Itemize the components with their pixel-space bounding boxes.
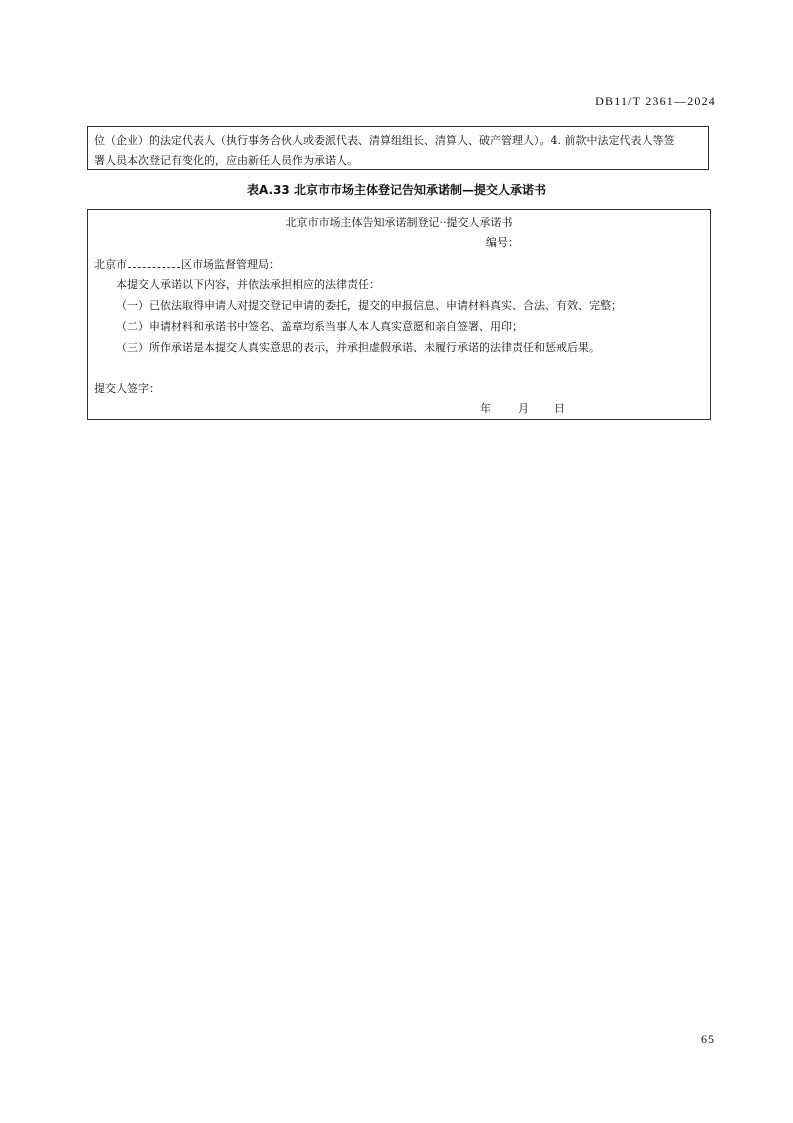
commitment-form-box [87,209,711,420]
date-year: 年 [480,402,491,415]
district-blank [128,257,180,268]
note-line-2: 署人员本次登记有变化的，应由新任人员作为承诺人。 [94,154,358,167]
commitment-item-3: （三）所作承诺是本提交人真实意思的表示，并承担虚假承诺、未履行承诺的法律责任和惩戒后果。 [116,341,600,354]
page-number: 65 [701,1032,715,1046]
date-month: 月 [518,402,529,415]
intro-text: 本提交人承诺以下内容，并依法承担相应的法律责任： [116,278,380,291]
addressee-suffix: 区市场监督管理局： [181,258,280,271]
signature-label: 提交人签字： [94,382,160,395]
number-label: 编号： [486,236,519,249]
commitment-item-1: （一）已依法取得申请人对提交登记申请的委托，提交的申报信息、申请材料真实、合法、有效、完整； [116,299,622,312]
addressee-prefix: 北京市 [94,258,127,271]
addressee-line [94,257,280,272]
commitment-item-2: （二）申请材料和承诺书中签名、盖章均系当事人本人真实意愿和亲自签署、用印； [116,320,523,333]
continued-note-box [87,126,709,170]
table-title: 表A.33 北京市市场主体登记告知承诺制—提交人承诺书 [247,183,546,197]
note-line-1: 位（企业）的法定代表人（执行事务合伙人或委派代表、清算组组长、清算人、破产管理人）。4. 前款中法定代表人等签 [94,134,675,147]
date-day: 日 [554,402,565,415]
form-heading: 北京市市场主体告知承诺制登记··提交人承诺书 [285,216,513,229]
document-code: DB11/T 2361—2024 [595,94,716,108]
